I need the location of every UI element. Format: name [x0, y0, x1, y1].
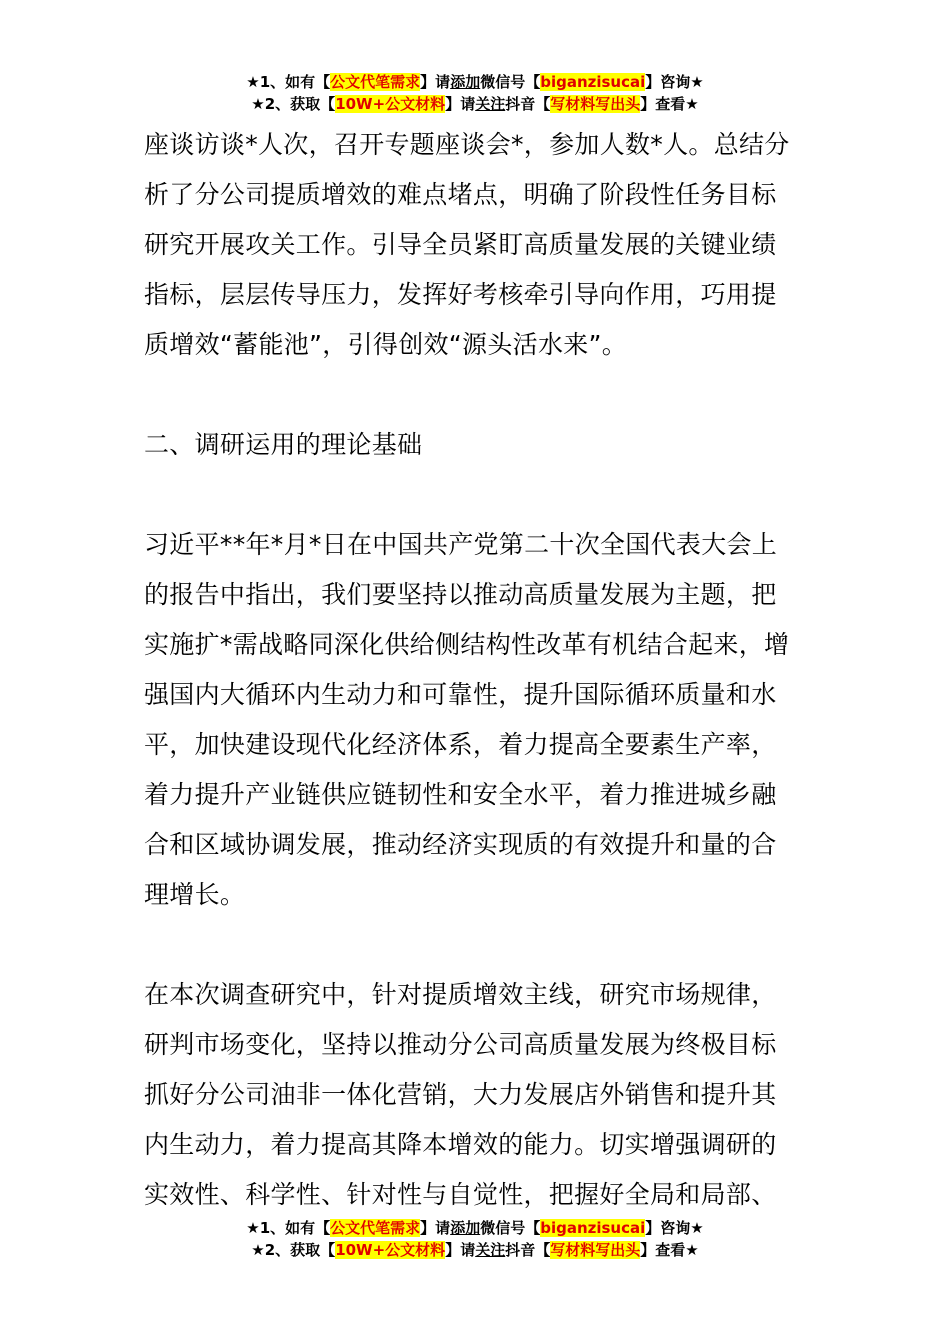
banner-line-1 — [0, 1217, 950, 1239]
banner-line-2 — [0, 93, 950, 115]
banner-underlined: 添加 — [450, 1219, 481, 1237]
section-heading — [144, 420, 824, 470]
paragraph-line: 实施扩*需战略同深化供给侧结构性改革有机结合起来，增 — [144, 630, 790, 659]
paragraph-line: 研判市场变化，坚持以推动分公司高质量发展为终极目标 — [144, 1030, 777, 1059]
document-body — [144, 120, 824, 1220]
paragraph-line: 内生动力，着力提高其降本增效的能力。切实增强调研的 — [144, 1130, 777, 1159]
paragraph-line: 析了分公司提质增效的难点堵点，明确了阶段性任务目标 — [144, 180, 777, 209]
banner-text: 】请 — [420, 73, 451, 91]
banner-text: ★2、获取【 — [251, 95, 336, 113]
banner-underlined: 关注 — [475, 95, 506, 113]
paragraph-gap — [144, 920, 824, 970]
banner-line-2 — [0, 1239, 950, 1261]
paragraph-line: 理增长。 — [144, 880, 246, 909]
paragraph-2 — [144, 520, 824, 920]
banner-highlight: 10W+公文材料 — [335, 1241, 446, 1259]
paragraph-3 — [144, 970, 824, 1220]
banner-highlight: 写材料写出头 — [550, 95, 641, 113]
paragraph-line: 质增效“蓄能池”，引得创效“源头活水来”。 — [144, 330, 628, 359]
banner-text: 】查看★ — [640, 1241, 699, 1259]
banner-text: 】请 — [445, 95, 476, 113]
banner-text: ★1、如有【 — [246, 73, 331, 91]
header-banner — [0, 71, 950, 115]
banner-line-1 — [0, 71, 950, 93]
paragraph-line: 座谈访谈*人次，召开专题座谈会*，参加人数*人。总结分 — [144, 130, 790, 159]
footer-banner — [0, 1217, 950, 1261]
banner-text: ★2、获取【 — [251, 1241, 336, 1259]
banner-highlight: 10W+公文材料 — [335, 95, 446, 113]
paragraph-line: 实效性、科学性、针对性与自觉性，把握好全局和局部、 — [144, 1180, 777, 1209]
paragraph-line: 的报告中指出，我们要坚持以推动高质量发展为主题，把 — [144, 580, 777, 609]
banner-highlight: biganzisucai — [540, 1219, 646, 1237]
banner-underlined: 关注 — [475, 1241, 506, 1259]
paragraph-gap — [144, 370, 824, 420]
paragraph-line: 强国内大循环内生动力和可靠性，提升国际循环质量和水 — [144, 680, 777, 709]
banner-text: 微信号【 — [480, 73, 541, 91]
paragraph-line: 指标，层层传导压力，发挥好考核牵引导向作用，巧用提 — [144, 280, 777, 309]
banner-text: 】咨询★ — [645, 73, 704, 91]
banner-highlight: 公文代笔需求 — [330, 73, 421, 91]
banner-highlight: 写材料写出头 — [550, 1241, 641, 1259]
banner-text: 微信号【 — [480, 1219, 541, 1237]
paragraph-line: 习近平**年*月*日在中国共产党第二十次全国代表大会上 — [144, 530, 778, 559]
banner-text: 抖音【 — [505, 95, 551, 113]
paragraph-gap — [144, 470, 824, 520]
paragraph-line: 合和区域协调发展，推动经济实现质的有效提升和量的合 — [144, 830, 777, 859]
banner-text: 】请 — [445, 1241, 476, 1259]
banner-underlined: 添加 — [450, 73, 481, 91]
banner-highlight: 公文代笔需求 — [330, 1219, 421, 1237]
paragraph-line: 平，加快建设现代化经济体系，着力提高全要素生产率， — [144, 730, 777, 759]
banner-text: 】查看★ — [640, 95, 699, 113]
paragraph-line: 研究开展攻关工作。引导全员紧盯高质量发展的关键业绩 — [144, 230, 777, 259]
banner-text: ★1、如有【 — [246, 1219, 331, 1237]
section-heading-text: 二、调研运用的理论基础 — [144, 430, 423, 459]
paragraph-line: 抓好分公司油非一体化营销，大力发展店外销售和提升其 — [144, 1080, 777, 1109]
banner-highlight: biganzisucai — [540, 73, 646, 91]
paragraph-line: 着力提升产业链供应链韧性和安全水平，着力推进城乡融 — [144, 780, 777, 809]
paragraph-1 — [144, 120, 824, 370]
paragraph-line: 在本次调查研究中，针对提质增效主线，研究市场规律， — [144, 980, 777, 1009]
banner-text: 抖音【 — [505, 1241, 551, 1259]
banner-text: 】请 — [420, 1219, 451, 1237]
banner-text: 】咨询★ — [645, 1219, 704, 1237]
